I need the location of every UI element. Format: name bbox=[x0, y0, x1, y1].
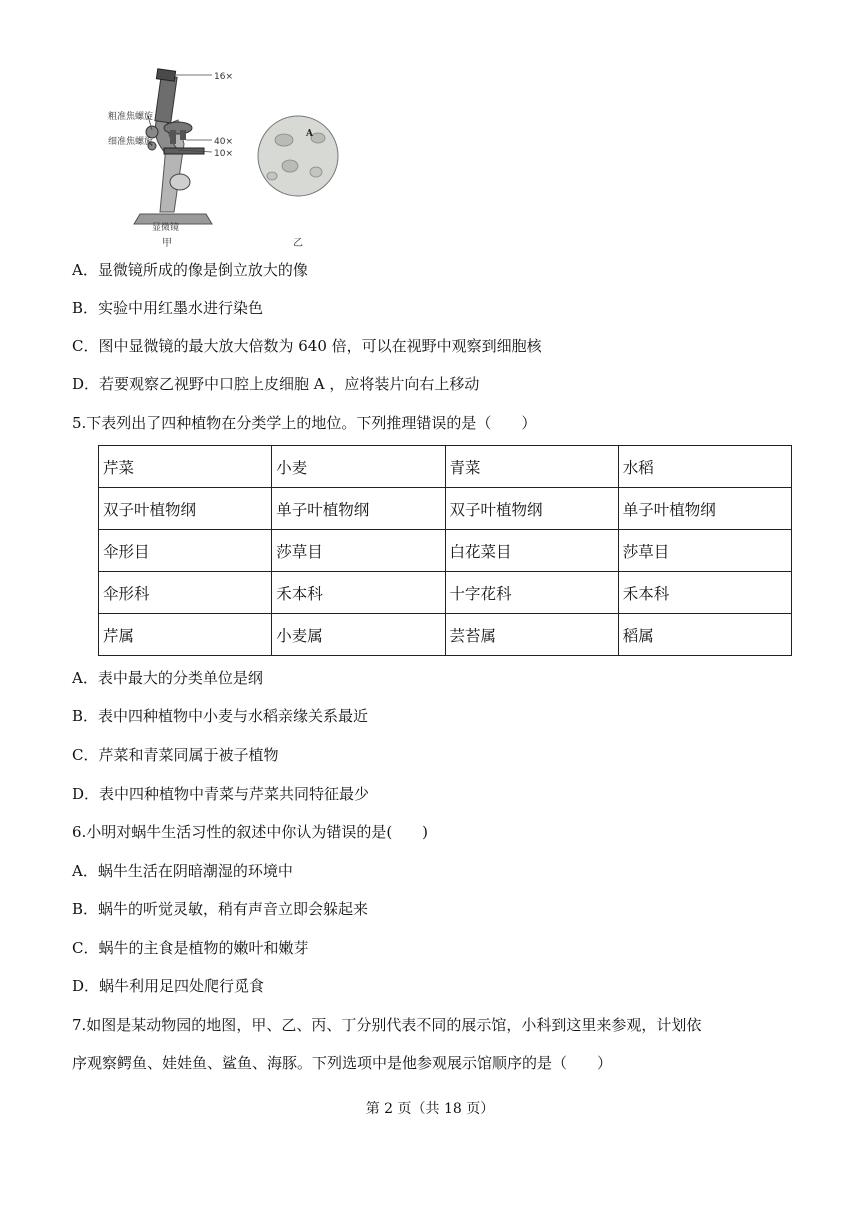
table-row bbox=[99, 530, 792, 572]
table-cell: 芸苔属 bbox=[445, 614, 618, 656]
table-cell: 白花菜目 bbox=[445, 530, 618, 572]
table-cell: 双子叶植物纲 bbox=[99, 488, 272, 530]
table-cell: 双子叶植物纲 bbox=[445, 488, 618, 530]
q5-option-a: A．表中最大的分类单位是纲 bbox=[72, 669, 263, 687]
table-cell: 莎草目 bbox=[618, 530, 791, 572]
table-cell: 小麦属 bbox=[272, 614, 445, 656]
table-cell: 禾本科 bbox=[272, 572, 445, 614]
q6-option-d: D．蜗牛利用足四处爬行觅食 bbox=[72, 977, 265, 995]
q4-option-a: A．显微镜所成的像是倒立放大的像 bbox=[72, 261, 308, 279]
table-cell: 单子叶植物纲 bbox=[618, 488, 791, 530]
page-footer: 第 2 页（共 18 页） bbox=[365, 1101, 495, 1117]
label-objective-10: 10× bbox=[214, 149, 233, 159]
table-cell: 青菜 bbox=[445, 446, 618, 488]
table-row bbox=[99, 572, 792, 614]
label-eyepiece: 16× bbox=[214, 72, 233, 82]
table-cell: 小麦 bbox=[272, 446, 445, 488]
table-cell: 禾本科 bbox=[618, 572, 791, 614]
q7-stem-line1: 7.如图是某动物园的地图，甲、乙、丙、丁分别代表不同的展示馆，小科到这里来参观，计划依 bbox=[72, 1016, 702, 1034]
microscope-figure bbox=[108, 64, 358, 254]
classification-table bbox=[98, 445, 792, 656]
table-cell: 水稻 bbox=[618, 446, 791, 488]
table-row bbox=[99, 488, 792, 530]
table-cell: 伞形科 bbox=[99, 572, 272, 614]
q6-option-b: B．蜗牛的听觉灵敏，稍有声音立即会躲起来 bbox=[72, 900, 369, 918]
label-yi: 乙 bbox=[293, 238, 303, 249]
table-cell: 单子叶植物纲 bbox=[272, 488, 445, 530]
table-cell: 十字花科 bbox=[445, 572, 618, 614]
table-row bbox=[99, 446, 792, 488]
q6-option-a: A．蜗牛生活在阴暗潮湿的环境中 bbox=[72, 862, 293, 880]
q4-option-c: C．图中显微镜的最大放大倍数为 640 倍，可以在视野中观察到细胞核 bbox=[72, 337, 542, 355]
table-cell: 伞形目 bbox=[99, 530, 272, 572]
label-objective-40: 40× bbox=[214, 137, 233, 147]
table-cell: 莎草目 bbox=[272, 530, 445, 572]
table-cell: 稻属 bbox=[618, 614, 791, 656]
label-cell-a: A bbox=[306, 129, 313, 139]
q5-stem: 5.下表列出了四种植物在分类学上的地位。下列推理错误的是（ ） bbox=[72, 414, 537, 432]
table-row bbox=[99, 614, 792, 656]
q4-option-b: B．实验中用红墨水进行染色 bbox=[72, 299, 264, 317]
q7-stem-line2: 序观察鳄鱼、娃娃鱼、鲨鱼、海豚。下列选项中是他参观展示馆顺序的是（ ） bbox=[72, 1054, 613, 1072]
q6-option-c: C．蜗牛的主食是植物的嫩叶和嫩芽 bbox=[72, 939, 309, 957]
label-jia: 甲 bbox=[162, 238, 172, 249]
q6-stem: 6.小明对蜗牛生活习性的叙述中你认为错误的是( ) bbox=[72, 823, 429, 841]
label-fine-knob: 细准焦螺旋 bbox=[108, 137, 154, 147]
table-cell: 芹属 bbox=[99, 614, 272, 656]
field-of-view bbox=[258, 116, 338, 196]
q5-option-d: D．表中四种植物中青菜与芹菜共同特征最少 bbox=[72, 785, 370, 803]
label-microscope: 显微镜 bbox=[152, 223, 180, 233]
q5-option-b: B．表中四种植物中小麦与水稻亲缘关系最近 bbox=[72, 707, 369, 725]
q5-option-c: C．芹菜和青菜同属于被子植物 bbox=[72, 746, 279, 764]
table-cell: 芹菜 bbox=[99, 446, 272, 488]
q4-option-d: D．若要观察乙视野中口腔上皮细胞 A ，应将装片向右上移动 bbox=[72, 375, 480, 393]
label-coarse-knob: 粗准焦螺旋 bbox=[108, 112, 154, 122]
